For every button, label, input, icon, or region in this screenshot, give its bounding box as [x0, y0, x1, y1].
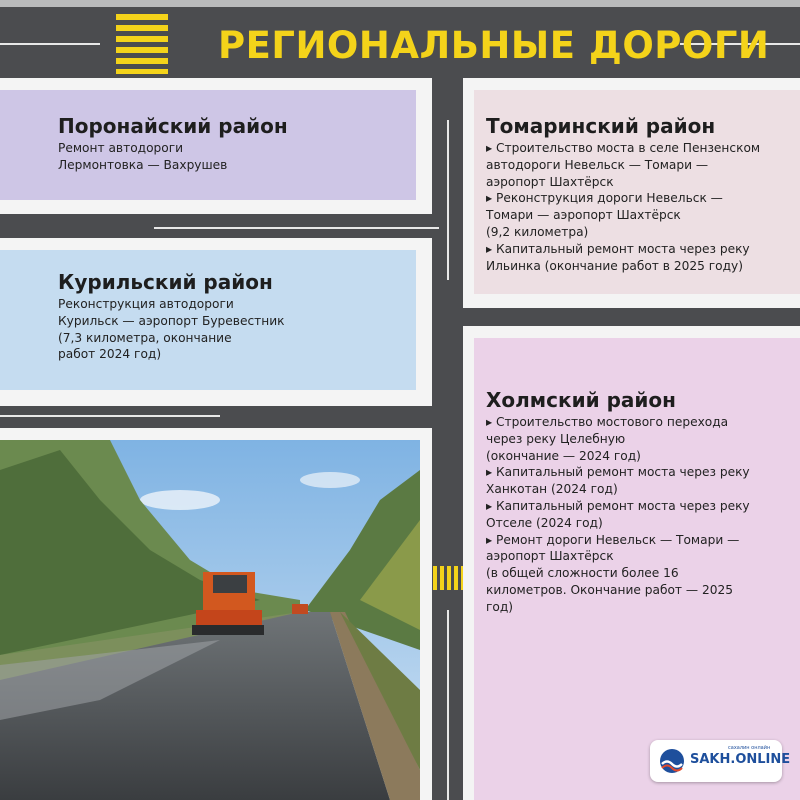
lane-marking: [154, 227, 439, 229]
card-line: ▸ Строительство моста в селе Пензенском: [486, 141, 761, 155]
card-line: Курильск — аэропорт Буревестник: [58, 313, 285, 328]
card-heading: Поронайский район: [58, 114, 288, 138]
card-line: (7,3 километра, окончание: [58, 330, 232, 345]
card-line: Лермонтовка — Вахрушев: [58, 157, 228, 172]
card-kurilsk: [0, 250, 416, 390]
card-kholmsk: [474, 338, 800, 800]
card-line: (в общей сложности более 16: [486, 566, 679, 581]
crosswalk-stripes: [433, 566, 463, 590]
card-heading: Холмский район: [486, 388, 676, 412]
card-heading: Томаринский район: [486, 114, 716, 138]
top-border: [0, 0, 800, 7]
logo-tagline: сахалин онлайн: [728, 745, 771, 751]
card-line: аэропорт Шахтёрск: [486, 549, 614, 564]
card-line: (9,2 километра): [486, 224, 589, 239]
card-poronaysk: [0, 90, 416, 200]
page-title: РЕГИОНАЛЬНЫЕ ДОРОГИ: [218, 24, 770, 67]
card-heading: Курильский район: [58, 270, 273, 294]
card-line: год): [486, 599, 514, 614]
card-line: ▸ Ремонт дороги Невельск — Томари —: [486, 532, 740, 547]
card-body: [58, 140, 398, 174]
card-tomari: [474, 90, 800, 294]
lane-marking: [447, 610, 449, 800]
card-line: ▸ Капитальный ремонт моста через реку: [486, 498, 750, 513]
card-line: Томари — аэропорт Шахтёрск: [486, 208, 681, 223]
lane-marking: [0, 43, 100, 45]
logo-name: SAKH.ONLINE: [690, 752, 791, 767]
card-line: ▸ Реконструкция дороги Невельск —: [486, 191, 723, 206]
lane-marking: [447, 120, 449, 280]
card-line: автодороги Невельск — Томари —: [486, 157, 709, 172]
card-line: Ильинка (окончание работ в 2025 году): [486, 258, 743, 273]
card-line: Реконструкция автодороги: [58, 297, 234, 311]
crosswalk-stripes: [116, 14, 168, 74]
card-line: аэропорт Шахтёрск: [486, 174, 614, 189]
card-body: [486, 140, 798, 274]
road-photo-image: [0, 440, 420, 800]
card-line: Отселе (2024 год): [486, 515, 603, 530]
card-line: ▸ Капитальный ремонт моста через реку: [486, 465, 750, 480]
sakh-online-logo-icon: [658, 748, 686, 774]
road-photo: [0, 440, 420, 800]
lane-marking: [0, 415, 220, 417]
card-body: [58, 296, 398, 363]
card-line: ▸ Капитальный ремонт моста через реку: [486, 241, 750, 256]
card-line: Ханкотан (2024 год): [486, 482, 618, 497]
card-line: (окончание — 2024 год): [486, 448, 641, 463]
card-body: [486, 414, 798, 616]
card-line: километров. Окончание работ — 2025: [486, 582, 733, 597]
card-line: работ 2024 год): [58, 347, 162, 362]
card-line: ▸ Строительство мостового перехода: [486, 415, 729, 429]
card-line: Ремонт автодороги: [58, 141, 184, 155]
sakh-online-logo: [650, 740, 791, 782]
card-line: через реку Целебную: [486, 431, 626, 446]
